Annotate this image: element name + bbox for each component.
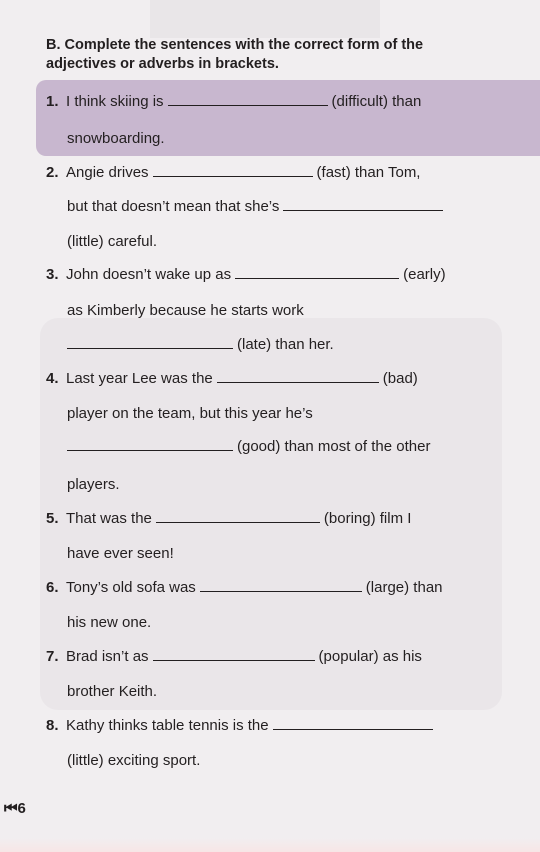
answer-blank[interactable] (273, 728, 433, 730)
sentence-text: as Kimberly because he starts work (67, 302, 304, 319)
item-number: 7. (46, 648, 59, 665)
item-4-line-3 (67, 438, 430, 456)
answer-blank[interactable] (168, 104, 328, 106)
sentence-text: Brad isn’t as (66, 648, 149, 665)
page-edge (0, 838, 540, 852)
sentence-text: (large) than (365, 579, 443, 596)
item-7-line-2 (67, 683, 157, 701)
item-5-line-1 (46, 510, 411, 528)
answer-blank[interactable] (235, 277, 399, 279)
item-4-line-1 (46, 370, 418, 388)
sentence-text: I think skiing is (66, 93, 164, 110)
item-2-line-1 (46, 164, 420, 182)
item-number: 5. (46, 510, 59, 527)
item-number: 6. (46, 579, 59, 596)
ghost-background-panel-top (150, 0, 380, 38)
item-4-line-4 (67, 476, 120, 494)
exercise-heading: B. Complete the sentences with the correct form of the adjectives or adverbs in brackets. (46, 37, 424, 72)
sentence-text: but that doesn’t mean that she’s (67, 198, 280, 215)
item-4-line-2 (67, 405, 313, 423)
item-number: 1. (46, 93, 59, 110)
item-1-line-1 (46, 93, 421, 111)
item-8-line-2 (67, 752, 200, 770)
item-2-line-2 (67, 198, 447, 216)
sentence-text: (difficult) than (331, 93, 422, 110)
answer-blank[interactable] (217, 381, 379, 383)
sentence-text: (late) than her. (237, 336, 334, 353)
item-6-line-1 (46, 579, 443, 597)
sentence-text: (boring) film I (323, 510, 412, 527)
answer-blank[interactable] (283, 209, 443, 211)
item-1-line-2 (67, 130, 165, 148)
sentence-text: (early) (403, 266, 446, 283)
item-3-line-1 (46, 266, 446, 284)
answer-blank[interactable] (67, 347, 233, 349)
item-8-line-1 (46, 717, 437, 735)
item-number: 8. (46, 717, 59, 734)
page-number: ⏮6 (4, 800, 26, 817)
sentence-text: have ever seen! (67, 545, 174, 562)
answer-blank[interactable] (200, 590, 362, 592)
sentence-text: (popular) as his (318, 648, 422, 665)
sentence-text: (fast) than Tom, (316, 164, 421, 181)
sentence-text: player on the team, but this year he’s (67, 405, 313, 422)
sentence-text: Tony’s old sofa was (66, 579, 196, 596)
item-3-line-2 (67, 302, 304, 320)
sentence-text: (little) exciting sport. (67, 752, 201, 769)
item-7-line-1 (46, 648, 422, 666)
sentence-text: brother Keith. (67, 683, 158, 700)
item-5-line-2 (67, 545, 174, 563)
item-number: 3. (46, 266, 59, 283)
answer-blank[interactable] (67, 449, 233, 451)
sentence-text: Kathy thinks table tennis is the (66, 717, 269, 734)
answer-blank[interactable] (153, 175, 313, 177)
sentence-text: snowboarding. (67, 130, 165, 147)
sentence-text: John doesn’t wake up as (66, 266, 232, 283)
item-6-line-2 (67, 614, 151, 632)
sentence-text: his new one. (67, 614, 152, 631)
item-number: 4. (46, 370, 59, 387)
sentence-text: Angie drives (66, 164, 149, 181)
sentence-text: (bad) (382, 370, 418, 387)
answer-blank[interactable] (153, 659, 315, 661)
item-2-line-3 (67, 233, 157, 251)
sentence-text: players. (67, 476, 120, 493)
sentence-text: (little) careful. (67, 233, 158, 250)
item-number: 2. (46, 164, 59, 181)
sentence-text: Last year Lee was the (66, 370, 213, 387)
item-3-line-3 (67, 336, 334, 354)
sentence-text: That was the (66, 510, 152, 527)
answer-blank[interactable] (156, 521, 320, 523)
sentence-text: (good) than most of the other (237, 438, 431, 455)
